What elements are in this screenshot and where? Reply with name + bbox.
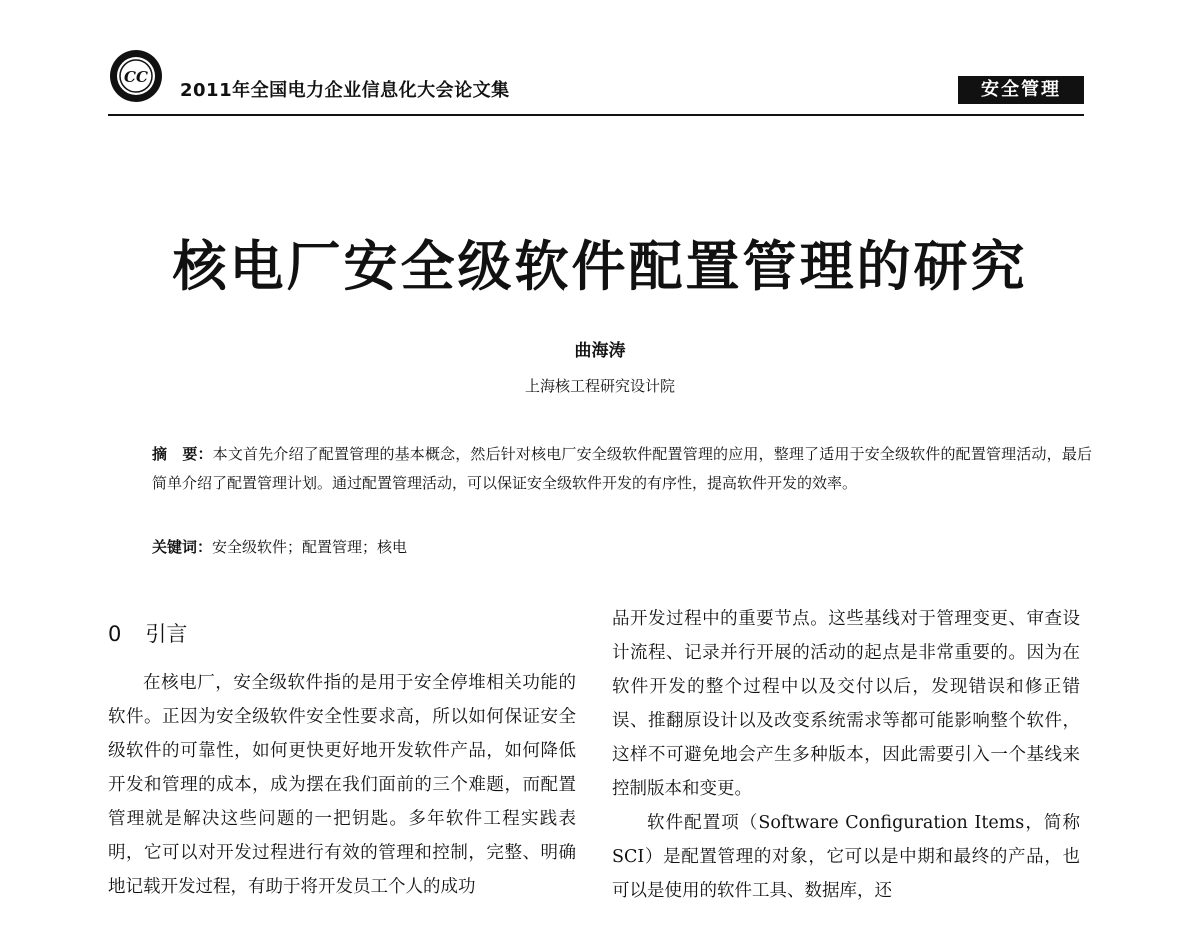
abstract: [152, 440, 1092, 497]
abstract-label: 摘 要：: [152, 445, 213, 463]
sci-paragraph: 软件配置项（Software Configuration Items，简称SCI）是配置管理的对象，它可以是中期和最终的产品，也可以是使用的软件工具、数据库，还: [612, 813, 1080, 901]
conference-logo: [108, 48, 164, 104]
keywords-text: 安全级软件；配置管理；核电: [212, 538, 408, 556]
intro-paragraph: 在核电厂，安全级软件指的是用于安全停堆相关功能的软件。正因为安全级软件安全性要求高，所以如何保证安全级软件的可靠性，如何更快更好地开发软件产品，如何降低开发和管理的成本，成为摆在我们面前的三个难题，而配置管理就是解决这些问题的一把钥匙。多年软件工程实践表明，它可以对开发过程进行有效的管理和控制，完整、明确地记载开发过程，有助于将开发员工个人的成功: [108, 673, 576, 897]
abstract-text: 本文首先介绍了配置管理的基本概念，然后针对核电厂安全级软件配置管理的应用，整理了适用于安全级软件的配置管理活动，最后简单介绍了配置管理计划。通过配置管理活动，可以保证安全级软件开发的有序性，提高软件开发的效率。: [152, 445, 1092, 492]
logo-text: CC: [124, 68, 148, 86]
section-number: 0: [108, 622, 122, 646]
author-affiliation: 上海核工程研究设计院: [524, 377, 675, 395]
left-column: [108, 666, 576, 952]
proceedings-title: 2011年全国电力企业信息化大会论文集: [180, 80, 510, 101]
author-name: 曲海涛: [574, 341, 626, 361]
baseline-paragraph: 品开发过程中的重要节点。这些基线对于管理变更、审查设计流程、记录并行开展的活动的起点是非常重要的。因为在软件开发的整个过程中以及交付以后，发现错误和修正错误、推翻原设计以及改变系统需求等都可能影响整个软件，这样不可避免地会产生多种版本，因此需要引入一个基线来控制版本和变更。: [612, 609, 1080, 799]
section-tag: 安全管理: [958, 76, 1084, 104]
keywords-label: 关键词：: [152, 538, 213, 556]
header-divider: [108, 114, 1084, 116]
right-column: [612, 602, 1080, 952]
section-title: 引言: [145, 622, 188, 646]
paper-title: 核电厂安全级软件配置管理的研究: [172, 234, 1028, 298]
section-heading: [108, 618, 187, 648]
keywords: [152, 533, 1092, 561]
